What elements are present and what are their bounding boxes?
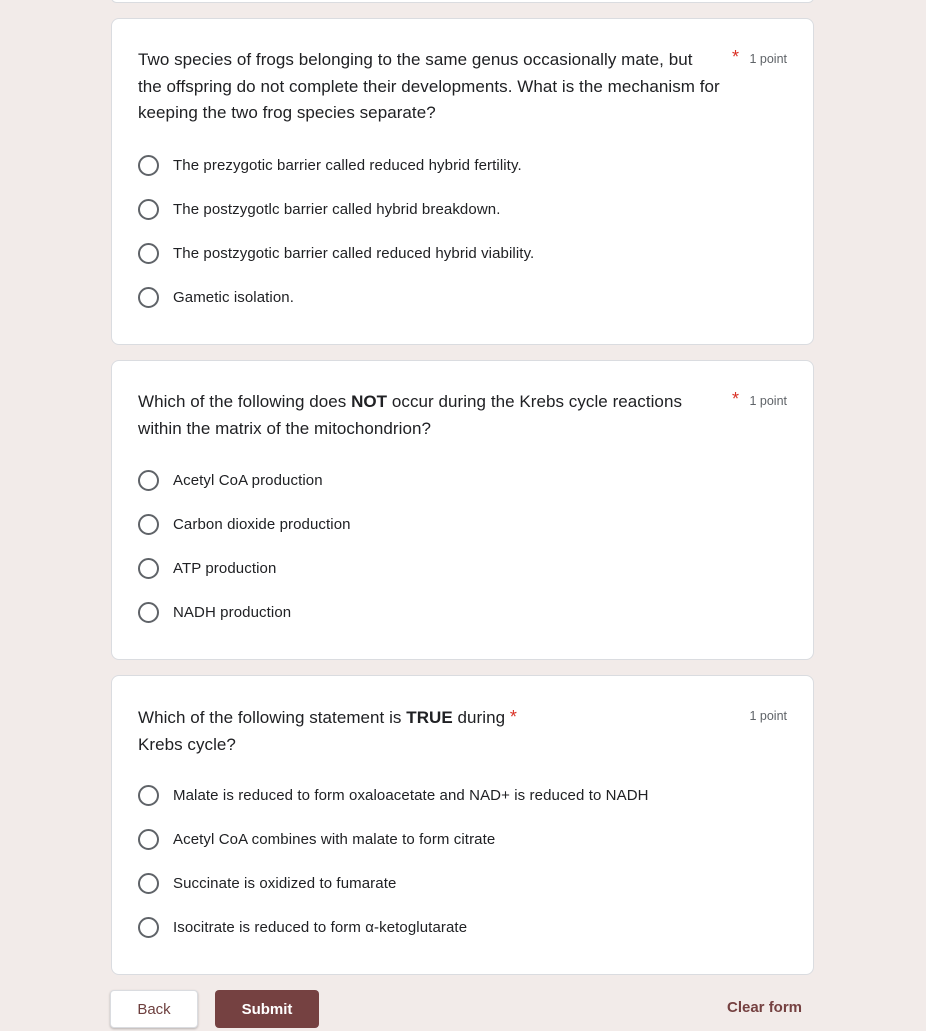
required-asterisk: * xyxy=(732,47,740,67)
radio-button[interactable] xyxy=(138,785,159,806)
question-card-2 xyxy=(111,360,814,660)
option-item[interactable] xyxy=(138,187,534,231)
option-label: Malate is reduced to form oxaloacetate and NAD+ is reduced to NADH xyxy=(173,786,649,804)
radio-button[interactable] xyxy=(138,558,159,579)
option-label: Acetyl CoA production xyxy=(173,471,323,489)
points-label: 1 point xyxy=(749,52,787,66)
radio-button[interactable] xyxy=(138,873,159,894)
question-text: Which of the following statement is TRUE during * Krebs cycle? xyxy=(138,707,517,754)
radio-button[interactable] xyxy=(138,155,159,176)
option-label: Acetyl CoA combines with malate to form citrate xyxy=(173,830,496,848)
options-list xyxy=(138,773,649,949)
option-item[interactable] xyxy=(138,861,649,905)
radio-button[interactable] xyxy=(138,287,159,308)
radio-button[interactable] xyxy=(138,514,159,535)
question-text: Two species of frogs belonging to the same genus occasionally mate, but the offspring do not complete their developments. What is the mechanism for keeping the two frog species separate? xyxy=(138,50,720,122)
option-item[interactable] xyxy=(138,231,534,275)
option-item[interactable] xyxy=(138,143,534,187)
option-label: NADH production xyxy=(173,603,292,621)
option-item[interactable] xyxy=(138,458,351,502)
radio-button[interactable] xyxy=(138,829,159,850)
points-label: 1 point xyxy=(749,709,787,723)
option-item[interactable] xyxy=(138,773,649,817)
option-item[interactable] xyxy=(138,590,351,634)
option-item[interactable] xyxy=(138,546,351,590)
question-card-3 xyxy=(111,675,814,975)
radio-button[interactable] xyxy=(138,602,159,623)
option-label: ATP production xyxy=(173,559,277,577)
option-label: The postzygotlc barrier called hybrid breakdown. xyxy=(173,200,501,218)
submit-button[interactable]: Submit xyxy=(215,990,319,1028)
previous-question-card xyxy=(111,0,814,3)
option-label: Gametic isolation. xyxy=(173,288,295,306)
option-item[interactable] xyxy=(138,502,351,546)
option-label: The postzygotic barrier called reduced hybrid viability. xyxy=(173,244,535,262)
option-label: The prezygotic barrier called reduced hybrid fertility. xyxy=(173,156,522,174)
option-item[interactable] xyxy=(138,275,534,319)
options-list xyxy=(138,458,351,634)
option-item[interactable] xyxy=(138,905,649,949)
question-card-1 xyxy=(111,18,814,345)
points-label: 1 point xyxy=(749,394,787,408)
required-asterisk: * xyxy=(732,389,740,409)
back-button[interactable]: Back xyxy=(110,990,198,1028)
question-text: Which of the following does NOT occur during the Krebs cycle reactions within the matrix of the mitochondrion? xyxy=(138,392,682,438)
emphasis-text: NOT xyxy=(351,392,388,411)
option-label: Succinate is oxidized to fumarate xyxy=(173,874,397,892)
radio-button[interactable] xyxy=(138,917,159,938)
options-list xyxy=(138,143,534,319)
clear-form-button[interactable]: Clear form xyxy=(727,999,803,1016)
radio-button[interactable] xyxy=(138,470,159,491)
option-item[interactable] xyxy=(138,817,649,861)
emphasis-text: TRUE xyxy=(406,708,453,727)
radio-button[interactable] xyxy=(138,199,159,220)
option-label: Isocitrate is reduced to form α-ketoglutarate xyxy=(173,918,468,936)
option-label: Carbon dioxide production xyxy=(173,515,351,533)
radio-button[interactable] xyxy=(138,243,159,264)
required-asterisk: * xyxy=(509,707,517,727)
